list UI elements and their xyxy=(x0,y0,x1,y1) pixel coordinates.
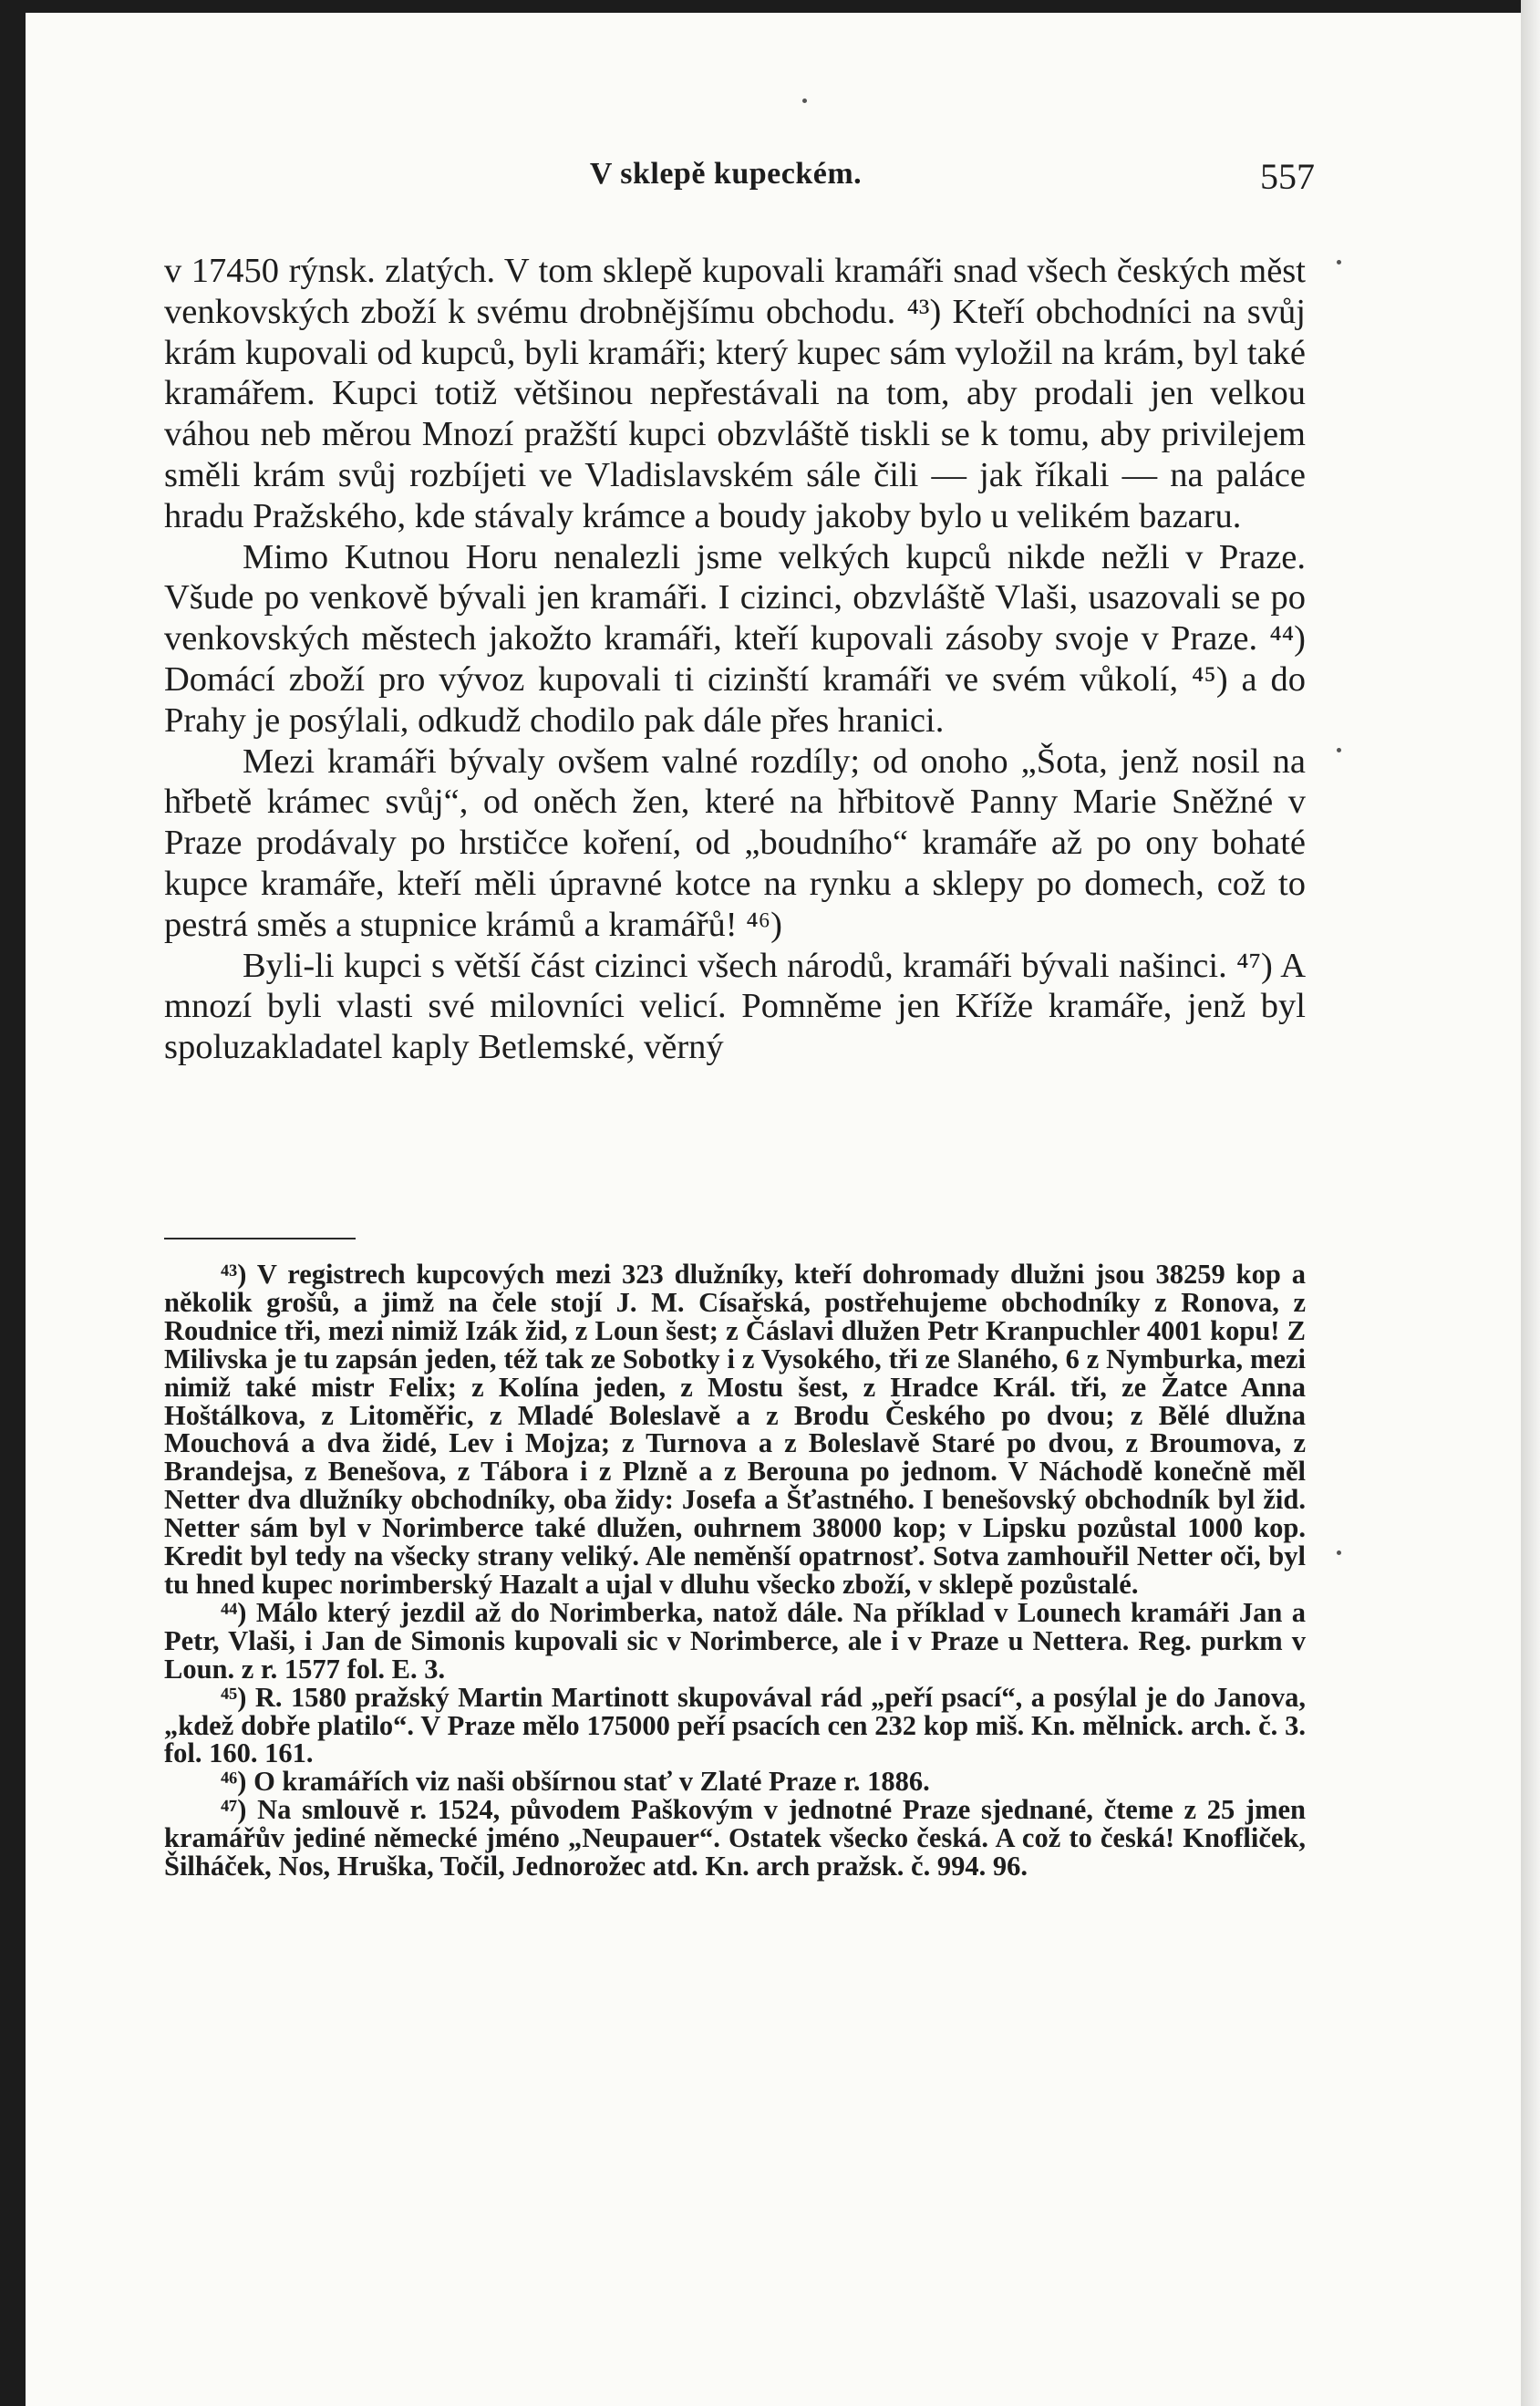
scan-speck xyxy=(1337,1550,1341,1555)
footnote-47: ⁴⁷) Na smlouvě r. 1524, původem Paškovým v jednotné Praze sjednané, čteme z 25 jmen kramářův jediné německé jméno „Neupauer“. Ostatek všecko česká. A což to česká! Knofliček, Šilháček, Nos, Hruška, Točil, Jednorožec atd. Kn. arch pražsk. č. 994. 96. xyxy=(164,1794,1306,1882)
footnote-46: ⁴⁶) O kramářích viz naši obšírnou stať v Zlaté Praze r. 1886. xyxy=(221,1766,930,1798)
paragraph: Byli-li kupci s větší část cizinci všech národů, kramáři bývali našinci. ⁴⁷) A mnozí byli vlasti své milovníci velicí. Pomněme jen Kříže kramáře, jenž byl spoluzakladatel kaply Betlemské, věrný xyxy=(164,946,1306,1067)
page-header xyxy=(137,157,1315,202)
running-head: V sklepě kupeckém. xyxy=(589,157,863,191)
scan-speck xyxy=(1337,748,1341,752)
scan-speck xyxy=(802,99,807,103)
paragraph: v 17450 rýnsk. zlatých. V tom sklepě kupovali kramáři snad všech českých měst venkovských zboží k svému drobnějšímu obchodu. ⁴³) Kteří obchodníci na svůj krám kupovali od kupců, byli kramáři; který kupec sám vyložil na krám, byl také kramářem. Kupci totiž většinou nepřestávali na tom, aby prodali jen velkou váhou neb měrou Mnozí pražští kupci obzvláště tiskli se k tomu, aby privilejem směli krám svůj rozbíjeti ve Vladislavském sále čili — jak říkali — na paláce hradu Pražského, kde stávaly krámce a boudy jakoby bylo u velikém bazaru. xyxy=(164,252,1306,535)
footnote-44: ⁴⁴) Málo který jezdil až do Norimberka, natož dále. Na příklad v Lounech kramáři Jan a Petr, Vlaši, i Jan de Simonis kupovali sic v Norimberce, ale i v Praze u Nettera. Reg. purkm v Loun. z r. 1577 fol. E. 3. xyxy=(164,1596,1306,1685)
footnote-rule xyxy=(164,1238,356,1239)
paragraph: Mimo Kutnou Horu nenalezli jsme velkých kupců nikde nežli v Praze. Všude po venkově bývali jen kramáři. I cizinci, obzvláště Vlaši, usazovali se po venkovských městech jakožto kramáři, kteří kupovali zásoby svoje v Praze. ⁴⁴) Domácí zboží pro vývoz kupovali ti cizinští kramáři ve svém vůkolí, ⁴⁵) a do Prahy je posýlali, odkudž chodilo pak dále přes hranici. xyxy=(164,537,1306,740)
footnote-45: ⁴⁵) R. 1580 pražský Martin Martinott skupovával rád „peří psací“, a posýlal je do Janova, „kdež dobře platilo“. V Praze mělo 175000 peří psacích cen 232 kop miš. Kn. mělnick. arch. č. 3. fol. 160. 161. xyxy=(164,1681,1306,1769)
footnotes xyxy=(164,1260,1306,1881)
paragraph: Mezi kramáři bývaly ovšem valné rozdíly; od onoho „Šota, jenž nosil na hřbetě krámec svůj“, od oněch žen, které na hřbitově Panny Marie Sněžné v Praze prodávaly po hrstičce koření, od „boudního“ kramáře až po ony bohaté kupce kramáře, kteří měli úpravné kotce na rynku a sklepy po domech, což to pestrá směs a stupnice krámů a kramářů! ⁴⁶) xyxy=(164,742,1306,944)
page-edge xyxy=(1521,0,1540,2406)
scan-speck xyxy=(1337,260,1341,264)
footnote-43: ⁴³) V registrech kupcových mezi 323 dlužníky, kteří dohromady dlužni jsou 38259 kop a několik grošů, a jimž na čele stojí J. M. Císařská, postřehujeme obchodníky z Ronova, z Roudnice tři, mezi nimiž Izák žid, z Loun šest; z Čáslavi dlužen Petr Kranpuchler 4001 kopu! Z Milivska je tu zapsán jeden, též tak ze Sobotky i z Vysokého, tři ze Slaného, 6 z Nymburka, mezi nimiž také mistr Felix; z Kolína jeden, z Mostu šest, z Hradce Král. tři, ze Žatce Anna Hoštálkova, z Litoměřic, z Mladé Boleslavě a z Brodu Českého po dvou; z Bělé dlužna Mouchová a dva židé, Lev i Mojza; z Turnova a z Boleslavě Staré po dvou, z Broumova, z Brandejsa, z Benešova, z Tábora i z Plzně a z Berouna po jednom. V Náchodě konečně měl Netter dva dlužníky obchodníky, oba židy: Josefa a Šťastného. I benešovský obchodník byl žid. Netter sám byl v Norimberce také dlužen, ouhrnem 38000 kop; v Lipsku pozůstal 1000 kop. Kredit byl tedy na všecky strany veliký. Ale neměnší opatrnosť. Sotva zamhouřil Netter oči, byl tu hned kupec norimberský Hazalt a ujal v dluhu všecko zboží, v sklepě pozůstalé. xyxy=(164,1259,1306,1600)
page-number: 557 xyxy=(1260,156,1315,197)
main-text xyxy=(164,251,1306,1068)
